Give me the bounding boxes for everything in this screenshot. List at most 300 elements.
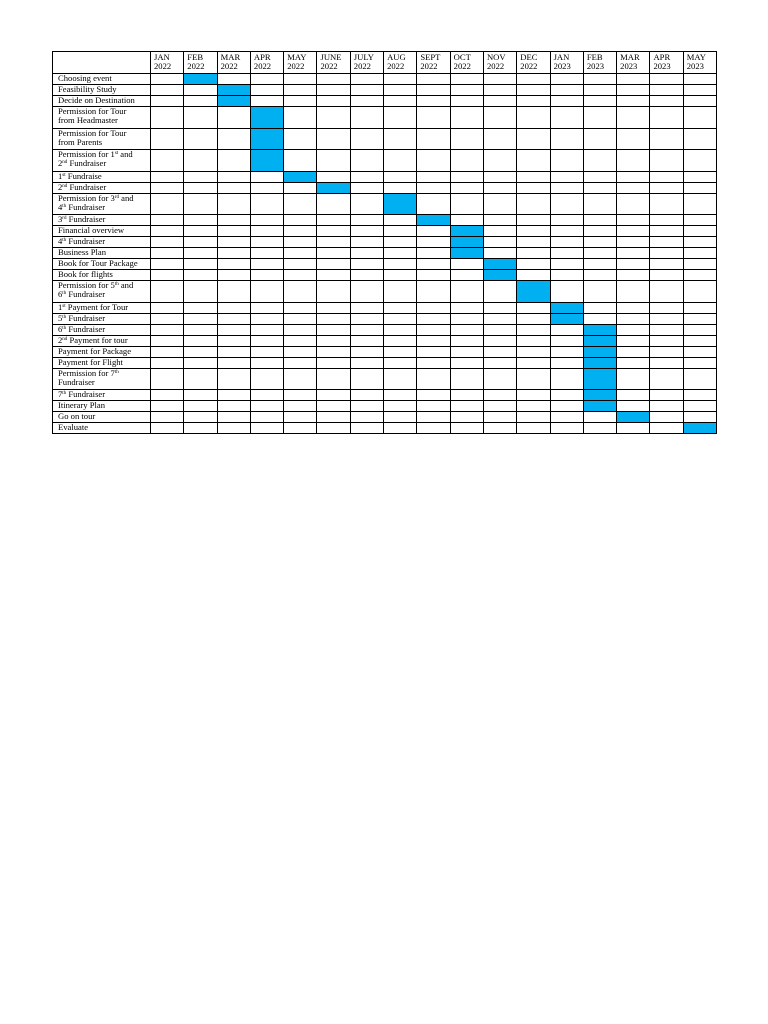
gantt-empty-cell [517, 346, 550, 357]
gantt-empty-cell [483, 85, 516, 96]
gantt-empty-cell [417, 346, 450, 357]
gantt-empty-cell [650, 390, 683, 401]
gantt-empty-cell [350, 215, 383, 226]
gantt-bar-cell [284, 171, 317, 182]
gantt-empty-cell [617, 281, 650, 303]
gantt-empty-cell [350, 182, 383, 193]
gantt-empty-cell [483, 281, 516, 303]
gantt-empty-cell [617, 401, 650, 412]
month-name: NOV [486, 52, 506, 62]
gantt-empty-cell [284, 237, 317, 248]
gantt-empty-cell [683, 302, 716, 313]
gantt-empty-cell [583, 237, 616, 248]
task-label-text: Fundraise [65, 171, 102, 181]
gantt-empty-cell [384, 85, 417, 96]
gantt-empty-cell [284, 85, 317, 96]
task-label-text: Permission for Tour [58, 106, 127, 116]
gantt-empty-cell [217, 357, 250, 368]
gantt-empty-cell [550, 107, 583, 129]
gantt-empty-cell [384, 259, 417, 270]
gantt-bar-cell [583, 335, 616, 346]
task-label [53, 281, 151, 303]
gantt-empty-cell [284, 302, 317, 313]
gantt-empty-cell [350, 412, 383, 423]
gantt-empty-cell [517, 335, 550, 346]
gantt-empty-cell [450, 368, 483, 390]
gantt-empty-cell [384, 128, 417, 150]
gantt-empty-cell [317, 390, 350, 401]
gantt-empty-cell [650, 171, 683, 182]
task-row [53, 412, 717, 423]
gantt-empty-cell [683, 182, 716, 193]
gantt-empty-cell [450, 215, 483, 226]
task-label [53, 412, 151, 423]
gantt-empty-cell [650, 423, 683, 434]
gantt-empty-cell [550, 368, 583, 390]
gantt-empty-cell [517, 412, 550, 423]
gantt-empty-cell [417, 150, 450, 172]
task-label-text: Fundraiser [66, 389, 106, 399]
task-label [53, 368, 151, 390]
gantt-empty-cell [583, 150, 616, 172]
task-label-text: Fundraiser [66, 289, 106, 300]
task-label [53, 128, 151, 150]
gantt-empty-cell [617, 302, 650, 313]
gantt-empty-cell [151, 368, 184, 390]
gantt-empty-cell [617, 357, 650, 368]
task-row [53, 128, 717, 150]
ordinal-suffix: rd [62, 216, 67, 221]
gantt-empty-cell [517, 215, 550, 226]
month-year: 2022 [187, 61, 205, 72]
gantt-empty-cell [184, 248, 217, 259]
gantt-empty-cell [450, 423, 483, 434]
gantt-empty-cell [517, 182, 550, 193]
gantt-empty-cell [650, 401, 683, 412]
gantt-empty-cell [550, 281, 583, 303]
gantt-empty-cell [250, 412, 283, 423]
gantt-empty-cell [217, 215, 250, 226]
gantt-empty-cell [417, 313, 450, 324]
gantt-empty-cell [617, 368, 650, 390]
gantt-empty-cell [517, 401, 550, 412]
task-label-text: Evaluate [58, 422, 89, 432]
gantt-empty-cell [583, 281, 616, 303]
gantt-empty-cell [550, 128, 583, 150]
gantt-empty-cell [483, 193, 516, 215]
gantt-empty-cell [650, 85, 683, 96]
task-label-text: 3 [58, 214, 63, 224]
gantt-empty-cell [151, 215, 184, 226]
gantt-empty-cell [683, 193, 716, 215]
task-label-text: Choosing event [58, 73, 112, 83]
gantt-empty-cell [184, 107, 217, 129]
gantt-empty-cell [284, 259, 317, 270]
gantt-empty-cell [583, 270, 616, 281]
task-row [53, 237, 717, 248]
gantt-empty-cell [650, 237, 683, 248]
month-name: FEB [187, 52, 204, 62]
gantt-empty-cell [184, 423, 217, 434]
header-row [53, 52, 717, 74]
gantt-empty-cell [250, 74, 283, 85]
task-label [53, 150, 151, 172]
gantt-bar-cell [184, 74, 217, 85]
gantt-empty-cell [284, 193, 317, 215]
gantt-empty-cell [550, 335, 583, 346]
gantt-empty-cell [384, 390, 417, 401]
gantt-empty-cell [317, 324, 350, 335]
ordinal-suffix: rd [114, 194, 119, 200]
gantt-empty-cell [350, 335, 383, 346]
gantt-empty-cell [250, 368, 283, 390]
month-year: 2022 [287, 61, 305, 72]
gantt-empty-cell [417, 423, 450, 434]
gantt-empty-cell [217, 193, 250, 215]
gantt-empty-cell [317, 259, 350, 270]
month-header [284, 52, 317, 74]
gantt-empty-cell [650, 128, 683, 150]
gantt-empty-cell [184, 368, 217, 390]
gantt-empty-cell [217, 171, 250, 182]
gantt-empty-cell [284, 107, 317, 129]
task-label [53, 401, 151, 412]
gantt-empty-cell [284, 368, 317, 390]
task-label [53, 423, 151, 434]
task-row [53, 107, 717, 129]
gantt-empty-cell [650, 281, 683, 303]
gantt-empty-cell [250, 302, 283, 313]
gantt-empty-cell [317, 368, 350, 390]
gantt-empty-cell [417, 128, 450, 150]
task-label [53, 85, 151, 96]
task-label-text: 6 [58, 289, 63, 300]
task-label-text: Payment for tour [67, 335, 128, 345]
gantt-empty-cell [617, 259, 650, 270]
gantt-empty-cell [317, 346, 350, 357]
task-label-text: Permission for Tour [58, 128, 127, 138]
month-header [317, 52, 350, 74]
gantt-empty-cell [650, 193, 683, 215]
gantt-empty-cell [217, 423, 250, 434]
gantt-empty-cell [650, 74, 683, 85]
gantt-empty-cell [184, 281, 217, 303]
gantt-empty-cell [284, 401, 317, 412]
gantt-empty-cell [317, 357, 350, 368]
gantt-empty-cell [483, 368, 516, 390]
gantt-empty-cell [683, 237, 716, 248]
task-row [53, 215, 717, 226]
task-row [53, 324, 717, 335]
gantt-empty-cell [617, 237, 650, 248]
month-year: 2022 [387, 61, 405, 72]
gantt-empty-cell [483, 412, 516, 423]
gantt-empty-cell [217, 390, 250, 401]
gantt-empty-cell [217, 107, 250, 129]
gantt-empty-cell [617, 270, 650, 281]
gantt-empty-cell [417, 412, 450, 423]
gantt-empty-cell [384, 270, 417, 281]
gantt-empty-cell [184, 193, 217, 215]
gantt-empty-cell [450, 412, 483, 423]
gantt-empty-cell [550, 423, 583, 434]
gantt-empty-cell [250, 357, 283, 368]
gantt-empty-cell [217, 368, 250, 390]
task-label-text: Book for flights [58, 269, 113, 279]
task-label-text: 4 [58, 201, 63, 212]
month-name: APR [253, 52, 271, 62]
gantt-empty-cell [483, 74, 516, 85]
gantt-empty-cell [583, 128, 616, 150]
gantt-empty-cell [384, 237, 417, 248]
gantt-empty-cell [517, 313, 550, 324]
gantt-empty-cell [284, 313, 317, 324]
month-header [350, 52, 383, 74]
task-row [53, 248, 717, 259]
gantt-empty-cell [184, 324, 217, 335]
task-row [53, 85, 717, 96]
gantt-empty-cell [151, 357, 184, 368]
gantt-empty-cell [384, 215, 417, 226]
gantt-empty-cell [450, 150, 483, 172]
gantt-empty-cell [284, 390, 317, 401]
gantt-empty-cell [151, 390, 184, 401]
gantt-empty-cell [483, 302, 516, 313]
gantt-empty-cell [217, 128, 250, 150]
task-label-text: Decide on Destination [58, 95, 135, 105]
gantt-empty-cell [450, 390, 483, 401]
month-header [184, 52, 217, 74]
gantt-empty-cell [151, 85, 184, 96]
month-year: 2022 [353, 61, 371, 72]
gantt-empty-cell [184, 96, 217, 107]
gantt-empty-cell [417, 182, 450, 193]
task-label [53, 193, 151, 215]
gantt-empty-cell [151, 237, 184, 248]
gantt-empty-cell [151, 74, 184, 85]
gantt-empty-cell [284, 281, 317, 303]
gantt-empty-cell [151, 401, 184, 412]
task-label-text: Permission for 7 [58, 368, 115, 378]
month-year: 2023 [653, 61, 671, 72]
gantt-empty-cell [250, 259, 283, 270]
month-name: APR [653, 52, 671, 62]
gantt-empty-cell [650, 215, 683, 226]
gantt-bar-cell [583, 346, 616, 357]
task-label-text: 6 [58, 324, 63, 334]
task-row [53, 150, 717, 172]
gantt-empty-cell [483, 226, 516, 237]
task-label [53, 74, 151, 85]
task-label-text: from Headmaster [58, 115, 118, 126]
task-label-text: Financial overview [58, 225, 125, 235]
task-label-text: Fundraiser [66, 201, 106, 212]
gantt-empty-cell [450, 281, 483, 303]
task-label-text: 4 [58, 236, 63, 246]
ordinal-suffix: st [62, 172, 66, 178]
gantt-empty-cell [284, 270, 317, 281]
gantt-empty-cell [517, 150, 550, 172]
gantt-empty-cell [650, 107, 683, 129]
task-label-text: Payment for Flight [58, 357, 123, 367]
task-label-text: Permission for 1 [58, 149, 115, 159]
gantt-empty-cell [350, 401, 383, 412]
gantt-empty-cell [517, 259, 550, 270]
gantt-empty-cell [250, 85, 283, 96]
task-label-text: 1 [58, 302, 63, 312]
gantt-empty-cell [550, 193, 583, 215]
gantt-empty-cell [151, 96, 184, 107]
gantt-empty-cell [317, 226, 350, 237]
gantt-empty-cell [184, 85, 217, 96]
gantt-empty-cell [317, 248, 350, 259]
task-label-text: Business Plan [58, 247, 106, 257]
gantt-empty-cell [517, 324, 550, 335]
task-label [53, 335, 151, 346]
gantt-empty-cell [250, 270, 283, 281]
gantt-empty-cell [384, 324, 417, 335]
gantt-empty-cell [250, 193, 283, 215]
gantt-empty-cell [384, 368, 417, 390]
month-year: 2022 [420, 61, 438, 72]
month-year: 2022 [486, 61, 505, 72]
gantt-empty-cell [417, 107, 450, 129]
gantt-bar-cell [550, 302, 583, 313]
ordinal-suffix: nd [62, 183, 68, 189]
gantt-table [52, 51, 717, 434]
gantt-empty-cell [250, 171, 283, 182]
task-row [53, 281, 717, 303]
month-header [417, 52, 450, 74]
gantt-empty-cell [250, 226, 283, 237]
gantt-empty-cell [683, 150, 716, 172]
task-label [53, 182, 151, 193]
ordinal-suffix: nd [62, 160, 68, 166]
ordinal-suffix: th [62, 325, 67, 331]
gantt-empty-cell [483, 150, 516, 172]
task-label-text: Go on tour [58, 411, 96, 421]
gantt-empty-cell [617, 182, 650, 193]
gantt-empty-cell [517, 423, 550, 434]
gantt-empty-cell [683, 335, 716, 346]
month-header [483, 52, 516, 74]
gantt-empty-cell [384, 346, 417, 357]
gantt-empty-cell [450, 171, 483, 182]
task-label [53, 171, 151, 182]
gantt-bar-cell [583, 390, 616, 401]
task-label-text: Payment for Tour [65, 302, 129, 312]
gantt-bar-cell [583, 401, 616, 412]
task-row [53, 390, 717, 401]
gantt-empty-cell [550, 324, 583, 335]
gantt-empty-cell [450, 193, 483, 215]
gantt-empty-cell [217, 74, 250, 85]
gantt-empty-cell [217, 401, 250, 412]
gantt-empty-cell [617, 226, 650, 237]
gantt-bar-cell [250, 107, 283, 129]
task-label-text: 5 [58, 313, 63, 323]
gantt-empty-cell [384, 96, 417, 107]
gantt-empty-cell [184, 335, 217, 346]
gantt-empty-cell [517, 128, 550, 150]
gantt-empty-cell [350, 270, 383, 281]
gantt-bar-cell [583, 368, 616, 390]
month-name: JULY [353, 52, 374, 62]
gantt-empty-cell [217, 150, 250, 172]
gantt-empty-cell [517, 107, 550, 129]
gantt-empty-cell [683, 270, 716, 281]
gantt-empty-cell [550, 171, 583, 182]
task-label-text: and [118, 280, 134, 290]
gantt-empty-cell [650, 150, 683, 172]
task-row [53, 96, 717, 107]
gantt-empty-cell [417, 302, 450, 313]
gantt-empty-cell [583, 248, 616, 259]
gantt-empty-cell [417, 281, 450, 303]
task-label-text: 2 [58, 335, 63, 345]
task-label-text: Fundraiser [67, 182, 107, 192]
gantt-empty-cell [184, 182, 217, 193]
gantt-empty-cell [284, 335, 317, 346]
gantt-empty-cell [151, 346, 184, 357]
gantt-empty-cell [384, 226, 417, 237]
gantt-empty-cell [583, 302, 616, 313]
ordinal-suffix: st [62, 303, 66, 309]
gantt-empty-cell [284, 128, 317, 150]
gantt-empty-cell [184, 302, 217, 313]
gantt-bar-cell [250, 150, 283, 172]
gantt-empty-cell [151, 412, 184, 423]
gantt-bar-cell [384, 193, 417, 215]
gantt-empty-cell [184, 357, 217, 368]
gantt-empty-cell [317, 401, 350, 412]
ordinal-suffix: th [62, 391, 67, 396]
gantt-empty-cell [450, 302, 483, 313]
gantt-bar-cell [317, 182, 350, 193]
gantt-empty-cell [450, 128, 483, 150]
task-row [53, 270, 717, 281]
gantt-bar-cell [583, 357, 616, 368]
gantt-empty-cell [650, 313, 683, 324]
gantt-empty-cell [483, 248, 516, 259]
gantt-empty-cell [350, 74, 383, 85]
gantt-empty-cell [250, 346, 283, 357]
task-row [53, 357, 717, 368]
gantt-empty-cell [483, 313, 516, 324]
gantt-empty-cell [384, 401, 417, 412]
task-label [53, 107, 151, 129]
gantt-empty-cell [550, 259, 583, 270]
gantt-empty-cell [217, 346, 250, 357]
gantt-empty-cell [550, 96, 583, 107]
gantt-empty-cell [350, 313, 383, 324]
gantt-empty-cell [384, 74, 417, 85]
month-name: AUG [387, 52, 406, 62]
gantt-empty-cell [151, 182, 184, 193]
task-label-text: Fundraiser [66, 313, 106, 323]
gantt-empty-cell [184, 390, 217, 401]
gantt-empty-cell [350, 85, 383, 96]
gantt-empty-cell [483, 107, 516, 129]
gantt-bar-cell [217, 96, 250, 107]
gantt-empty-cell [384, 171, 417, 182]
gantt-bar-cell [517, 281, 550, 303]
gantt-empty-cell [250, 237, 283, 248]
gantt-empty-cell [284, 226, 317, 237]
ordinal-suffix: nd [62, 336, 68, 342]
month-name: MAR [620, 52, 640, 62]
gantt-empty-cell [483, 324, 516, 335]
